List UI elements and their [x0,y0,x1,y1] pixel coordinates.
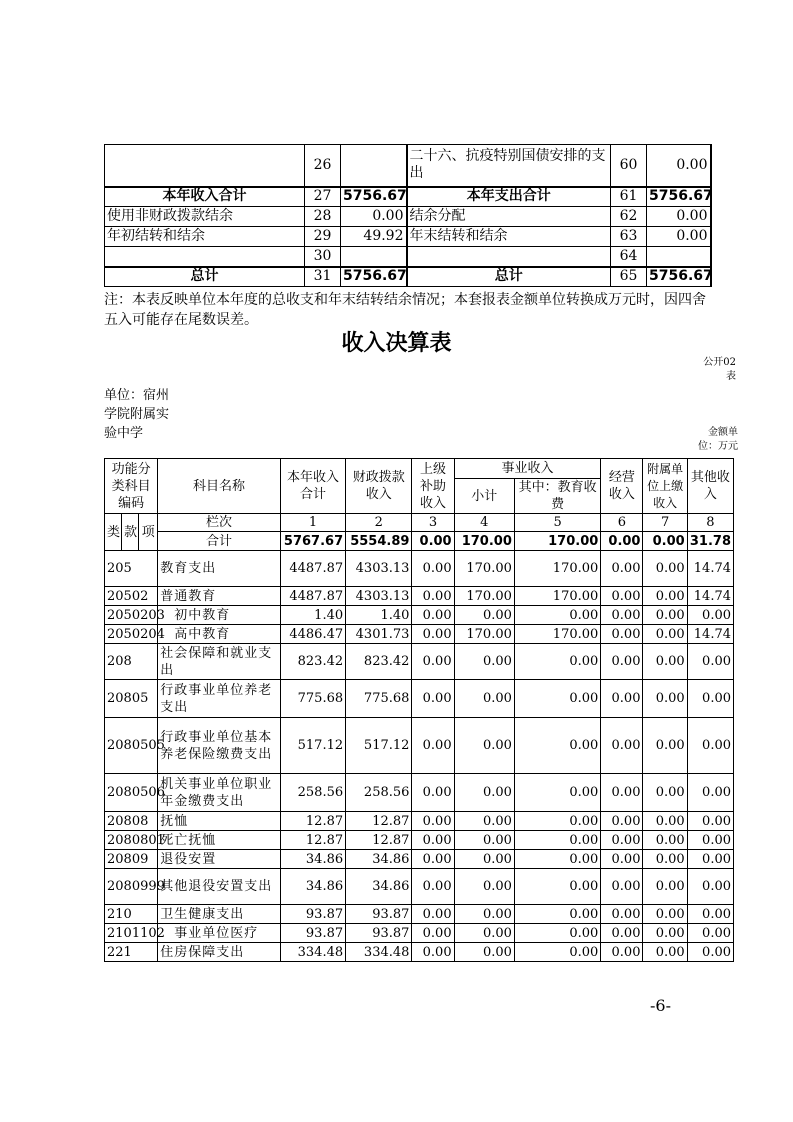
row-value: 1.40 [346,606,412,625]
summary-right-no: 65 [611,267,647,287]
row-value: 170.00 [514,551,600,587]
row-value: 0.00 [687,905,733,924]
row-value: 0.00 [514,812,600,831]
summary-left-no: 30 [305,247,341,267]
unit-label: 单位：宿州学院附属实验中学 [104,388,170,441]
row-value: 93.87 [346,905,412,924]
summary-right-value: 0.00 [647,227,711,247]
summary-right-value: 0.00 [647,207,711,227]
total-value: 0.00 [601,532,643,551]
row-value: 0.00 [412,812,454,831]
row-value: 0.00 [643,869,687,905]
row-value: 0.00 [412,644,454,680]
summary-left-value: 49.92 [341,227,407,247]
row-code: 20502 [105,587,158,606]
row-value: 0.00 [454,774,514,812]
col-num: 1 [280,514,345,532]
col-num: 4 [454,514,514,532]
row-value: 0.00 [687,943,733,962]
header-business: 事业收入 [454,459,601,479]
summary-right-label: 总计 [407,267,611,287]
row-value: 0.00 [514,774,600,812]
row-value: 34.86 [346,869,412,905]
header-lanci: 栏次 [158,514,281,532]
row-value: 0.00 [601,812,643,831]
row-name: 普通教育 [158,587,281,606]
row-name: 抚恤 [158,812,281,831]
table-row [105,718,734,774]
summary-right-no: 64 [611,247,647,267]
row-value: 93.87 [346,924,412,943]
summary-left-label: 使用非财政拨款结余 [105,207,305,227]
row-value: 0.00 [454,869,514,905]
summary-right-label: 结余分配 [407,207,611,227]
col-num: 5 [514,514,600,532]
row-value: 170.00 [514,587,600,606]
total-value: 170.00 [514,532,600,551]
col-num: 7 [643,514,687,532]
row-value: 0.00 [412,869,454,905]
table-row [105,551,734,587]
table-row [105,943,734,962]
row-value: 0.00 [601,850,643,869]
summary-row [105,187,711,207]
row-name: 退役安置 [158,850,281,869]
summary-left-label: 本年收入合计 [105,187,305,207]
row-value: 0.00 [412,774,454,812]
row-code: 210 [105,905,158,924]
row-value: 0.00 [643,774,687,812]
row-code: 205 [105,551,158,587]
row-code: 2050204 [105,625,158,644]
table-row [105,606,734,625]
row-value: 0.00 [687,850,733,869]
row-value: 4486.47 [280,625,345,644]
summary-left-label: 年初结转和结余 [105,227,305,247]
row-value: 0.00 [643,718,687,774]
row-name: 机关事业单位职业年金缴费支出 [158,774,281,812]
summary-row [105,247,711,267]
row-value: 0.00 [687,718,733,774]
row-value: 0.00 [454,905,514,924]
table-row [105,812,734,831]
amount-unit-label: 金额单位：万元 [698,427,738,452]
page-title: 收入决算表 [341,331,452,356]
row-value: 334.48 [346,943,412,962]
summary-right-value: 5756.67 [647,187,711,207]
header-lei: 类 [105,514,122,551]
header-code: 功能分类科目编码 [105,459,158,514]
row-value: 0.00 [514,606,600,625]
row-value: 0.00 [514,644,600,680]
row-name: 死亡抚恤 [158,831,281,850]
table-row [105,905,734,924]
row-value: 12.87 [280,812,345,831]
header-xiang: 项 [139,514,158,551]
row-code: 2080505 [105,718,158,774]
row-value: 0.00 [514,924,600,943]
row-value: 0.00 [514,943,600,962]
row-code: 2080506 [105,774,158,812]
row-value: 517.12 [280,718,345,774]
table-row [105,869,734,905]
income-table [104,458,734,962]
total-value: 0.00 [412,532,454,551]
summary-left-no: 27 [305,187,341,207]
row-name: 教育支出 [158,551,281,587]
summary-right-label: 年末结转和结余 [407,227,611,247]
summary-row [105,267,711,287]
row-value: 0.00 [643,587,687,606]
header-edu-fee: 其中：教育收费 [514,479,600,514]
row-value: 0.00 [412,831,454,850]
row-value: 0.00 [601,551,643,587]
row-value: 0.00 [454,943,514,962]
row-value: 0.00 [412,924,454,943]
row-value: 0.00 [643,551,687,587]
summary-left-value: 5756.67 [341,267,407,287]
row-value: 0.00 [687,606,733,625]
col-num: 8 [687,514,733,532]
row-value: 0.00 [412,718,454,774]
table-row [105,774,734,812]
row-value: 0.00 [643,644,687,680]
summary-left-value: 5756.67 [341,187,407,207]
row-value: 0.00 [454,680,514,718]
row-value: 0.00 [412,905,454,924]
row-value: 0.00 [454,812,514,831]
row-value: 823.42 [280,644,345,680]
row-value: 34.86 [280,850,345,869]
row-value: 0.00 [687,924,733,943]
table-row [105,850,734,869]
row-value: 0.00 [454,644,514,680]
row-code: 20809 [105,850,158,869]
row-value: 0.00 [454,718,514,774]
row-value: 0.00 [412,850,454,869]
row-value: 0.00 [412,551,454,587]
row-value: 0.00 [454,831,514,850]
row-value: 0.00 [412,625,454,644]
total-value: 0.00 [643,532,687,551]
summary-left-no: 26 [305,145,341,187]
page-number: -6- [650,996,671,1015]
row-value: 0.00 [514,850,600,869]
summary-left-no: 28 [305,207,341,227]
summary-left-label [105,145,305,187]
row-value: 0.00 [643,680,687,718]
total-label: 合计 [158,532,281,551]
row-value: 0.00 [514,831,600,850]
row-value: 170.00 [454,625,514,644]
row-value: 4487.87 [280,587,345,606]
row-code: 2080999 [105,869,158,905]
row-code: 208 [105,644,158,680]
row-value: 12.87 [346,831,412,850]
summary-right-no: 61 [611,187,647,207]
table-row [105,680,734,718]
summary-right-value: 5756.67 [647,267,711,287]
row-value: 0.00 [643,924,687,943]
row-value: 0.00 [514,869,600,905]
row-code: 221 [105,943,158,962]
row-value: 775.68 [280,680,345,718]
note: 注：本表反映单位本年度的总收支和年末结转结余情况；本套报表金额单位转换成万元时，因四舍五入可能存在尾数误差。 [104,292,706,328]
row-value: 0.00 [601,606,643,625]
row-value: 0.00 [601,924,643,943]
total-value: 31.78 [687,532,733,551]
row-value: 0.00 [687,812,733,831]
row-value: 12.87 [346,812,412,831]
table-row [105,625,734,644]
header-superior: 上级补助收入 [412,459,454,514]
row-name: 初中教育 [158,606,281,625]
summary-right-no: 60 [611,145,647,187]
row-code: 2101102 [105,924,158,943]
row-name: 社会保障和就业支出 [158,644,281,680]
summary-left-value [341,145,407,187]
row-value: 34.86 [346,850,412,869]
summary-table-body [105,145,711,287]
summary-left-label [105,247,305,267]
table-row [105,587,734,606]
summary-row [105,145,711,187]
row-value: 0.00 [454,924,514,943]
row-value: 170.00 [514,625,600,644]
table-row [105,831,734,850]
row-value: 0.00 [412,606,454,625]
summary-right-no: 62 [611,207,647,227]
total-value: 170.00 [454,532,514,551]
row-value: 0.00 [601,943,643,962]
summary-table [104,144,712,287]
row-value: 0.00 [643,625,687,644]
row-value: 0.00 [514,905,600,924]
summary-right-value: 0.00 [647,145,711,187]
row-value: 775.68 [346,680,412,718]
row-value: 0.00 [412,680,454,718]
row-name: 高中教育 [158,625,281,644]
row-value: 0.00 [601,587,643,606]
header-name: 科目名称 [158,459,281,514]
summary-left-no: 31 [305,267,341,287]
col-num: 2 [346,514,412,532]
row-value: 823.42 [346,644,412,680]
row-name: 其他退役安置支出 [158,869,281,905]
row-value: 0.00 [601,680,643,718]
header-total: 本年收入合计 [280,459,345,514]
row-value: 14.74 [687,551,733,587]
row-value: 0.00 [454,606,514,625]
summary-left-label: 总计 [105,267,305,287]
row-value: 0.00 [643,850,687,869]
row-code: 20805 [105,680,158,718]
header-subtotal: 小计 [454,479,514,514]
row-value: 0.00 [601,718,643,774]
row-value: 0.00 [601,831,643,850]
row-value: 517.12 [346,718,412,774]
col-num: 6 [601,514,643,532]
row-value: 34.86 [280,869,345,905]
row-value: 0.00 [643,905,687,924]
summary-left-value: 0.00 [341,207,407,227]
row-name: 住房保障支出 [158,943,281,962]
header-affiliated: 附属单位上缴收入 [643,459,687,514]
row-value: 12.87 [280,831,345,850]
col-num: 3 [412,514,454,532]
row-code: 2050203 [105,606,158,625]
row-value: 4487.87 [280,551,345,587]
summary-row [105,227,711,247]
row-value: 1.40 [280,606,345,625]
row-name: 行政事业单位养老支出 [158,680,281,718]
income-table-body [105,551,734,962]
summary-right-label [407,247,611,267]
row-value: 0.00 [643,606,687,625]
row-value: 0.00 [643,831,687,850]
row-value: 14.74 [687,587,733,606]
row-value: 4303.13 [346,551,412,587]
summary-left-no: 29 [305,227,341,247]
row-value: 0.00 [514,718,600,774]
row-value: 0.00 [643,943,687,962]
form-number: 公开02表 [703,357,736,382]
row-name: 卫生健康支出 [158,905,281,924]
header-other: 其他收入 [687,459,733,514]
summary-row [105,207,711,227]
row-name: 行政事业单位基本养老保险缴费支出 [158,718,281,774]
row-name: 事业单位医疗 [158,924,281,943]
row-value: 170.00 [454,587,514,606]
row-value: 4303.13 [346,587,412,606]
summary-left-value [341,247,407,267]
summary-right-label: 二十六、抗疫特别国债安排的支出 [407,145,611,187]
row-value: 258.56 [280,774,345,812]
row-value: 0.00 [514,680,600,718]
row-value: 0.00 [687,831,733,850]
summary-right-no: 63 [611,227,647,247]
row-value: 0.00 [687,774,733,812]
row-value: 0.00 [601,905,643,924]
row-value: 0.00 [601,644,643,680]
total-value: 5554.89 [346,532,412,551]
summary-right-value [647,247,711,267]
header-operating: 经营收入 [601,459,643,514]
row-value: 0.00 [601,625,643,644]
row-value: 93.87 [280,924,345,943]
row-value: 0.00 [643,812,687,831]
row-value: 0.00 [412,587,454,606]
row-value: 0.00 [601,774,643,812]
header-fiscal: 财政拨款收入 [346,459,412,514]
header-kuan: 款 [122,514,139,551]
summary-right-label: 本年支出合计 [407,187,611,207]
table-row [105,924,734,943]
row-value: 258.56 [346,774,412,812]
row-value: 93.87 [280,905,345,924]
row-value: 170.00 [454,551,514,587]
row-value: 0.00 [601,869,643,905]
row-value: 0.00 [687,680,733,718]
row-value: 0.00 [412,943,454,962]
row-value: 334.48 [280,943,345,962]
row-value: 0.00 [687,644,733,680]
row-code: 20808 [105,812,158,831]
row-value: 14.74 [687,625,733,644]
row-value: 0.00 [454,850,514,869]
row-value: 0.00 [687,869,733,905]
row-code: 2080801 [105,831,158,850]
total-value: 5767.67 [280,532,345,551]
table-row [105,644,734,680]
row-value: 4301.73 [346,625,412,644]
